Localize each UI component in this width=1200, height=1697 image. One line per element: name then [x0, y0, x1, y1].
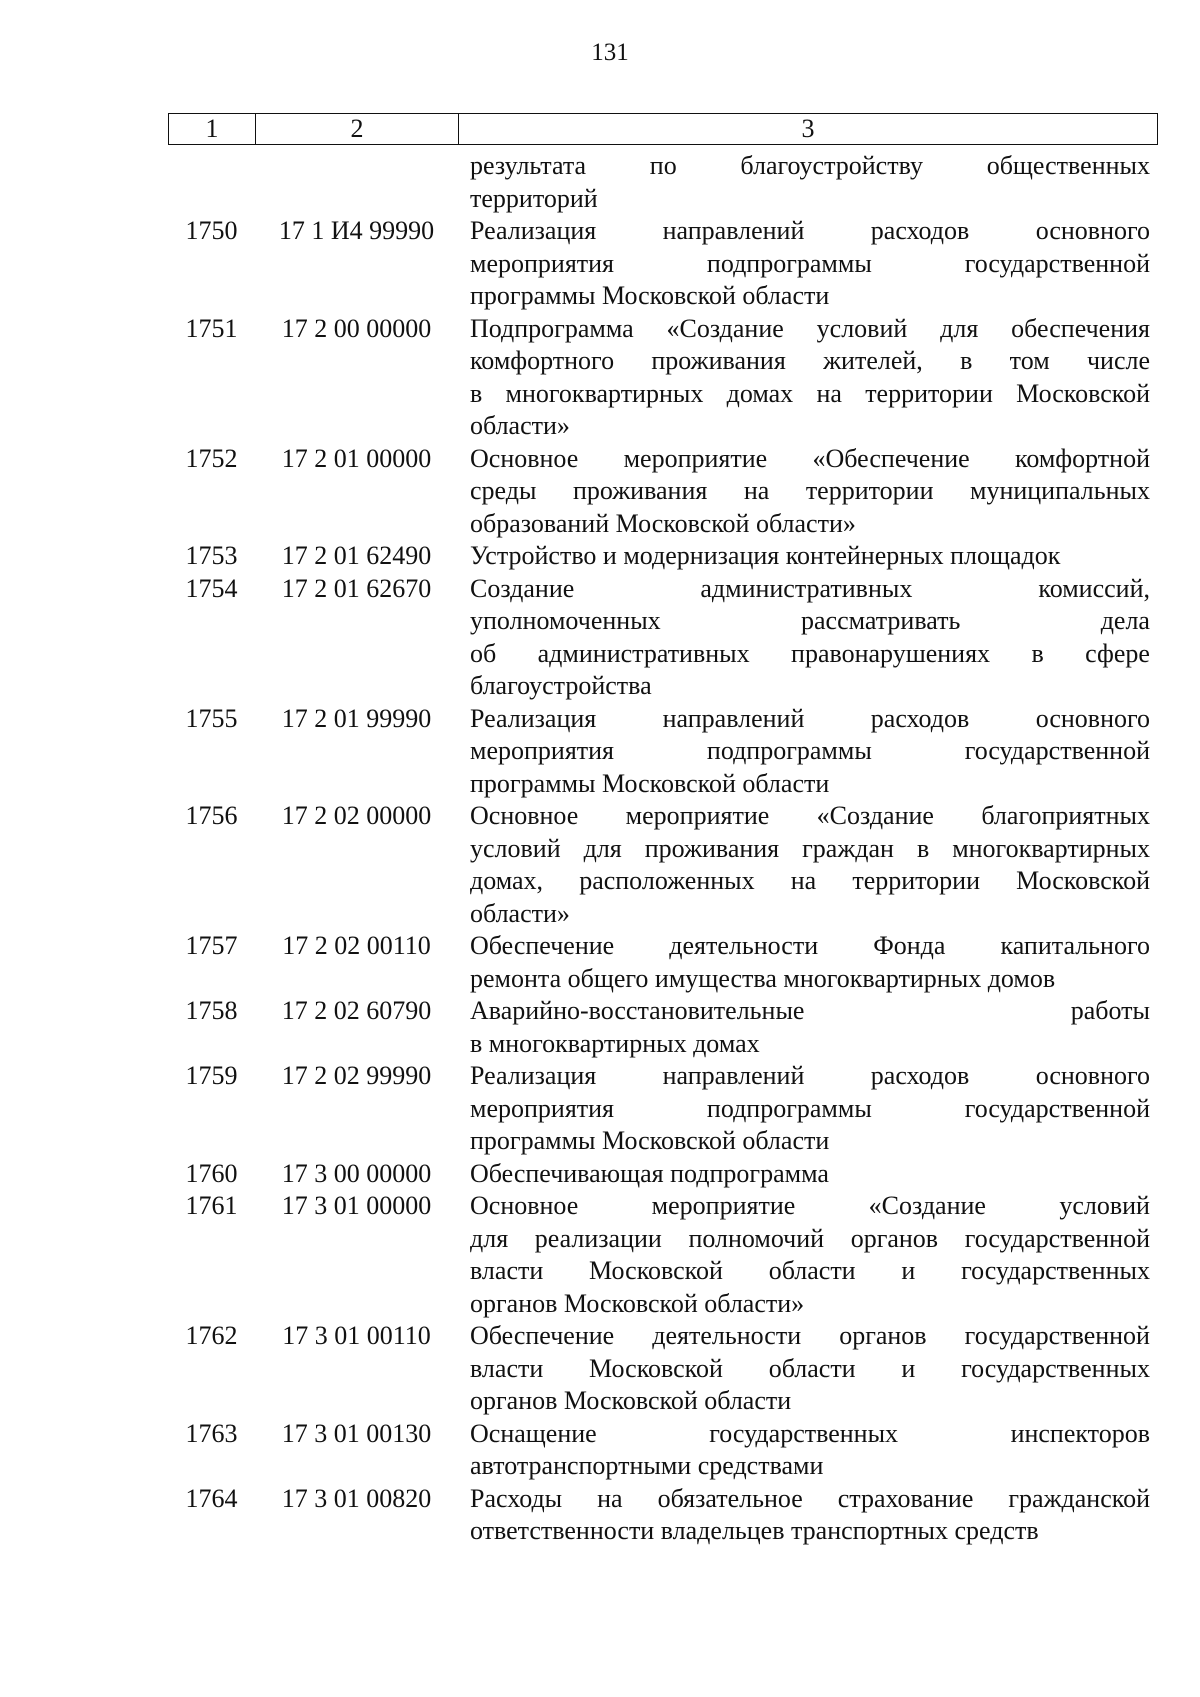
- row-code: 17 1 И4 99990: [278, 216, 435, 245]
- description-line: Реализация направлений расходов основного: [470, 216, 1150, 245]
- row-code: [255, 150, 458, 215]
- row-code: 17 3 01 00000: [281, 1191, 432, 1220]
- row-number: 1759: [185, 1061, 238, 1090]
- row-description: [458, 1060, 1158, 1158]
- header-col-3: 3: [801, 114, 815, 143]
- row-description: [458, 573, 1158, 703]
- table-row: [168, 930, 1158, 995]
- description-line: результата по благоустройству общественных: [470, 151, 1150, 180]
- page-number: 131: [591, 39, 629, 66]
- description-line: органов Московской области: [470, 1386, 792, 1415]
- description-line: уполномоченных рассматривать дела: [470, 606, 1150, 635]
- row-number: 1762: [185, 1321, 238, 1350]
- row-number: 1760: [185, 1158, 238, 1188]
- table-row: [168, 215, 1158, 313]
- row-description: [458, 1418, 1158, 1483]
- table-row: [168, 1158, 1158, 1191]
- table-row: [168, 995, 1158, 1060]
- row-number: 1757: [185, 931, 238, 960]
- description-line: Создание административных комиссий,: [470, 573, 1150, 603]
- row-number: 1752: [185, 443, 238, 473]
- description-line: об административных правонарушениях в сфере: [470, 638, 1150, 668]
- row-code: 17 3 00 00000: [281, 1158, 432, 1188]
- row-description: [458, 215, 1158, 313]
- row-number: 1751: [185, 313, 238, 343]
- row-description: [458, 703, 1158, 801]
- description-line: Основное мероприятие «Создание благоприятных: [470, 801, 1150, 830]
- table-row: [168, 1418, 1158, 1483]
- row-number: 1758: [185, 996, 238, 1025]
- row-description: [458, 995, 1158, 1060]
- description-line: условий для проживания граждан в многоквартирных: [470, 833, 1150, 863]
- row-code: 17 2 01 99990: [281, 703, 432, 733]
- row-description: [458, 443, 1158, 541]
- description-line: Основное мероприятие «Создание условий: [470, 1191, 1150, 1220]
- table-header: [168, 113, 1158, 145]
- description-line: Обеспечение деятельности Фонда капитального: [470, 931, 1150, 960]
- row-code: 17 2 01 62490: [281, 541, 432, 570]
- description-line: для реализации полномочий органов государственной: [470, 1223, 1150, 1253]
- description-line: ремонта общего имущества многоквартирных домов: [470, 963, 1056, 993]
- row-code: 17 2 02 00110: [282, 931, 431, 960]
- row-description: [458, 1190, 1158, 1320]
- row-number: 1756: [185, 801, 238, 830]
- row-code: 17 2 02 60790: [281, 996, 432, 1025]
- table-row: [168, 1320, 1158, 1418]
- description-line: мероприятия подпрограммы государственной: [470, 1093, 1150, 1123]
- description-line: в многоквартирных домах на территории Московской: [470, 378, 1150, 408]
- row-number: 1753: [185, 541, 238, 570]
- description-line: области»: [470, 898, 570, 928]
- description-line: ответственности владельцев транспортных средств: [470, 1516, 1039, 1545]
- row-description: [458, 1158, 1158, 1191]
- row-code: 17 3 01 00110: [282, 1321, 431, 1350]
- row-code: 17 2 01 62670: [281, 573, 432, 603]
- row-code: 17 3 01 00130: [281, 1418, 432, 1448]
- row-description: [458, 540, 1158, 573]
- row-description: [458, 800, 1158, 930]
- table-row: [168, 573, 1158, 703]
- table-row: [168, 1190, 1158, 1320]
- row-number: 1764: [185, 1483, 238, 1513]
- row-code: 17 3 01 00820: [281, 1483, 432, 1513]
- description-line: Аварийно-восстановительные работы: [470, 996, 1150, 1025]
- row-number: [168, 150, 255, 215]
- description-line: области»: [470, 411, 570, 440]
- table-row: [168, 313, 1158, 443]
- table-row: [168, 703, 1158, 801]
- header-col-2: 2: [256, 114, 459, 144]
- description-line: Обеспечивающая подпрограмма: [470, 1158, 829, 1188]
- row-number: 1754: [185, 573, 238, 603]
- table-row: [168, 150, 1158, 215]
- description-line: домах, расположенных на территории Московской: [470, 866, 1150, 895]
- table-row: [168, 1060, 1158, 1158]
- row-number: 1750: [185, 216, 238, 245]
- row-number: 1755: [185, 703, 238, 733]
- row-code: 17 2 02 00000: [281, 801, 432, 830]
- description-line: мероприятия подпрограммы государственной: [470, 248, 1150, 278]
- description-line: Основное мероприятие «Обеспечение комфортной: [470, 443, 1150, 473]
- row-description: [458, 150, 1158, 215]
- description-line: Оснащение государственных инспекторов: [470, 1418, 1150, 1448]
- row-code: 17 2 01 00000: [281, 443, 432, 473]
- description-line: среды проживания на территории муниципальных: [470, 476, 1150, 505]
- description-line: комфортного проживания жителей, в том числе: [470, 346, 1150, 375]
- row-code: 17 2 02 99990: [281, 1061, 432, 1090]
- description-line: власти Московской области и государственных: [470, 1353, 1150, 1383]
- row-description: [458, 1320, 1158, 1418]
- description-line: в многоквартирных домах: [470, 1028, 760, 1058]
- header-col-1: 1: [169, 114, 256, 144]
- description-line: органов Московской области»: [470, 1288, 805, 1318]
- description-line: Реализация направлений расходов основного: [470, 1061, 1150, 1090]
- row-description: [458, 313, 1158, 443]
- table-row: [168, 1483, 1158, 1548]
- description-line: власти Московской области и государственных: [470, 1256, 1150, 1285]
- row-number: 1761: [185, 1191, 238, 1220]
- description-line: программы Московской области: [470, 281, 830, 310]
- description-line: Обеспечение деятельности органов государственной: [470, 1321, 1150, 1350]
- description-line: Устройство и модернизация контейнерных площадок: [470, 541, 1061, 570]
- row-code: 17 2 00 00000: [281, 313, 432, 343]
- description-line: Реализация направлений расходов основного: [470, 703, 1150, 733]
- row-description: [458, 1483, 1158, 1548]
- description-line: программы Московской области: [470, 768, 830, 798]
- description-line: благоустройства: [470, 671, 652, 700]
- description-line: программы Московской области: [470, 1126, 830, 1155]
- table-row: [168, 800, 1158, 930]
- description-line: автотранспортными средствами: [470, 1451, 824, 1480]
- description-line: Расходы на обязательное страхование гражданской: [470, 1483, 1150, 1513]
- row-number: 1763: [185, 1418, 238, 1448]
- description-line: Подпрограмма «Создание условий для обеспечения: [470, 313, 1150, 343]
- row-description: [458, 930, 1158, 995]
- table-row: [168, 540, 1158, 573]
- table-body: [168, 150, 1158, 1548]
- table-row: [168, 443, 1158, 541]
- description-line: территорий: [470, 183, 598, 213]
- description-line: образований Московской области»: [470, 508, 856, 538]
- description-line: мероприятия подпрограммы государственной: [470, 736, 1150, 765]
